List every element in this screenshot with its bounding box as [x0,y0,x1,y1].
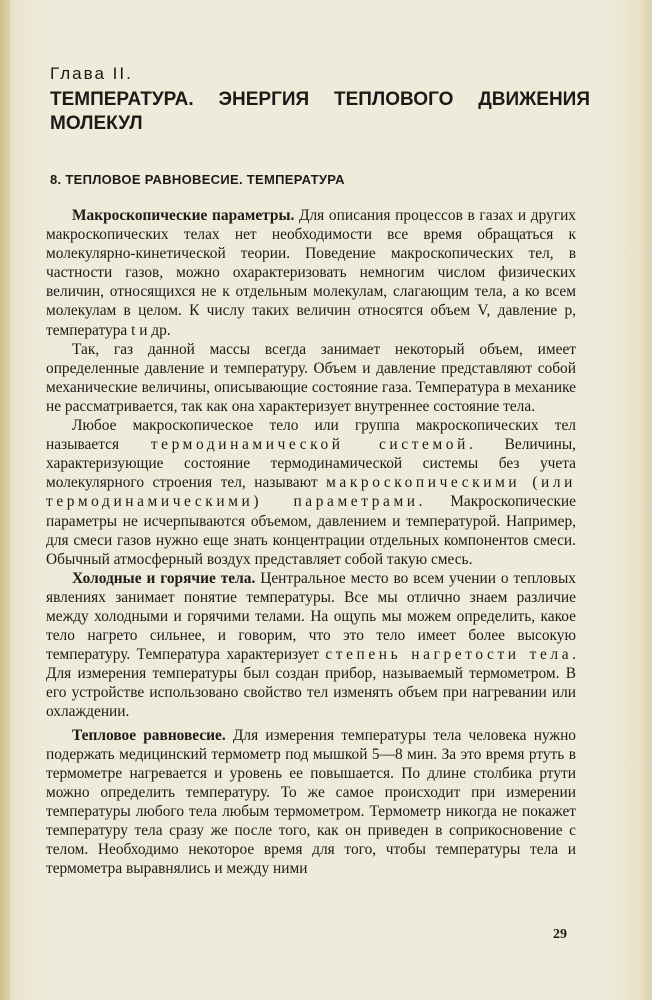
paragraph-macroscopic-parameters [46,206,576,340]
paragraph-thermodynamic-system [46,416,576,569]
paragraph-heading: Холодные и горячие тела. [72,569,256,587]
paragraph-text: Для измерения температуры тела человека нужно подержать медицинский термометр под мышкой 5—8 мин. За это время ртуть в термометре нагревается и уровень ее повышается. По длине столбика ртути можно определить температуру. То же самое происходит при измерении температуры любого тела любым термометром. Термометр никогда не покажет температуру тела сразу же после того, как он приведен в соприкосновение с телом. Необходимо некоторое время для того, чтобы температуры тела и термометра выравнялись и между ними [46,726,576,878]
paragraph-text: . Для измерения температуры был создан прибор, называемый термометром. В его устройстве использовано свойство тел изменять объем при нагревании или охлаждении. [46,646,576,721]
page-spine-shadow [0,0,10,1000]
page-number: 29 [553,927,567,942]
paragraph-text: Для описания процессов в газах и других макроскопических телах нет необходимости все время обращаться к молекулярно-кинетической теории. Поведение макроскопических тел, в частности газов, можно охарактеризовать немногим числом физических величин, относящихся не к отдельным молекулам, слагающим тела, а ко всем молекулам в целом. К числу таких величин относятся объем V, давление p, температура t и др. [46,207,576,339]
chapter-title: ТЕМПЕРАТУРА. ЭНЕРГИЯ ТЕПЛОВОГО ДВИЖЕНИЯ МОЛЕКУЛ [50,89,590,134]
paragraph-text: . Величины, характеризующие состояние термодинамической системы без учета молекулярного строения тел, называют [46,436,577,492]
emphasized-term: степень нагретости тела [325,646,573,664]
chapter-number: Глава II. [50,64,133,83]
paragraph-thermal-equilibrium [46,726,576,879]
paragraph-text: Так, газ данной массы всегда занимает некоторый объем, имеет определенные давление и температуру. Объем и давление представляют собой механические величины, описывающие состояние газа. Температура в механике не рассматривается, так как она характеризует внутреннее состояние тела. [46,340,576,415]
emphasized-term: термодинамической системой [150,436,469,454]
paragraph-text: Любое макроскопическое тело или группа макроскопических тел называется [46,417,576,454]
emphasized-term: макроскопическими (или термодинамическими) параметрами [46,474,577,511]
paragraph-cold-hot-bodies [46,569,576,722]
paragraph-text: . Макроскопические параметры не исчерпываются объемом, давлением и температурой. Например, для смеси газов нужно еще знать концентрации отдельных компонентов смеси. Обычный атмосферный воздух представляет собой такую смесь. [46,493,576,568]
paragraph-text: Центральное место во всем учении о тепловых явлениях занимает понятие температуры. Все мы отлично знаем различие между холодными и горячими телами. На ощупь мы можем определить, какое тело нагрето сильнее, и говорим, что это тело имеет более высокую температуру. Температура характеризует [46,569,576,664]
section-title: 8. ТЕПЛОВОЕ РАВНОВЕСИЕ. ТЕМПЕРАТУРА [50,172,345,187]
body-text [46,206,576,878]
paragraph-gas-state [46,340,576,416]
paragraph-heading: Тепловое равновесие. [72,726,226,744]
paragraph-heading: Макроскопические параметры. [72,207,295,224]
